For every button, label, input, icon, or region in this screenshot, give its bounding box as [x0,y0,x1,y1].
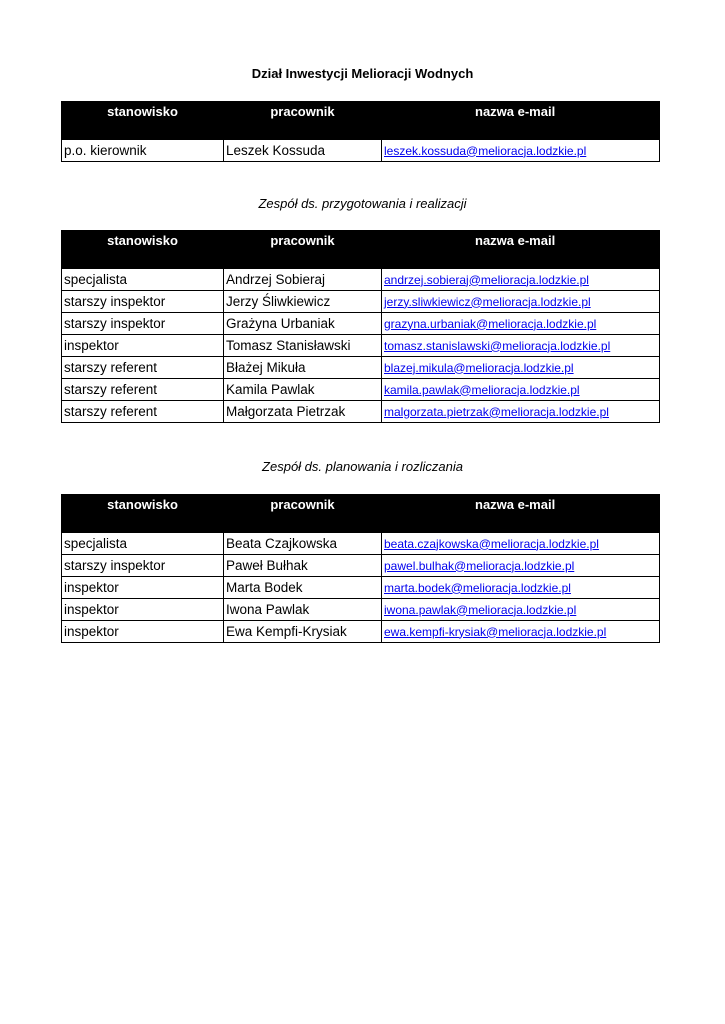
column-header-email: nazwa e-mail [382,495,660,533]
section-title-preparation: Zespół ds. przygotowania i realizacji [258,196,467,211]
position-cell: starszy referent [62,357,224,379]
column-header-employee: pracownik [224,495,382,533]
column-header-position: stanowisko [62,231,224,269]
position-cell: inspektor [62,335,224,357]
position-cell: starszy referent [62,401,224,423]
email-cell [382,533,660,555]
email-cell [382,335,660,357]
employee-cell: Ewa Kempfi-Krysiak [224,621,382,643]
email-link[interactable]: malgorzata.pietrzak@melioracja.lodzkie.pl [384,404,609,419]
email-link[interactable]: blazej.mikula@melioracja.lodzkie.pl [384,360,574,375]
employee-cell: Kamila Pawlak [224,379,382,401]
email-cell [382,291,660,313]
column-header-email: nazwa e-mail [382,102,660,140]
table-header-row [62,231,660,269]
position-cell: specjalista [62,533,224,555]
email-link[interactable]: ewa.kempfi-krysiak@melioracja.lodzkie.pl [384,624,607,639]
table-row [62,291,660,313]
position-cell: inspektor [62,577,224,599]
email-cell [382,621,660,643]
employee-cell: Tomasz Stanisławski [224,335,382,357]
table-row [62,555,660,577]
table-row [62,599,660,621]
management-table [61,101,660,162]
employee-cell: Leszek Kossuda [224,140,382,162]
table-header-row [62,495,660,533]
position-cell: inspektor [62,621,224,643]
email-cell [382,599,660,621]
position-cell: starszy inspektor [62,313,224,335]
email-cell [382,313,660,335]
table-row [62,621,660,643]
position-cell: p.o. kierownik [62,140,224,162]
table-row [62,269,660,291]
email-link[interactable]: marta.bodek@melioracja.lodzkie.pl [384,580,571,595]
employee-cell: Małgorzata Pietrzak [224,401,382,423]
table-row [62,335,660,357]
email-cell [382,555,660,577]
employee-cell: Marta Bodek [224,577,382,599]
planning-team-table [61,494,660,643]
email-cell [382,401,660,423]
position-cell: starszy inspektor [62,555,224,577]
email-link[interactable]: iwona.pawlak@melioracja.lodzkie.pl [384,602,577,617]
table-row [62,379,660,401]
email-cell [382,379,660,401]
email-link[interactable]: kamila.pawlak@melioracja.lodzkie.pl [384,382,580,397]
table-row [62,533,660,555]
column-header-employee: pracownik [224,102,382,140]
column-header-position: stanowisko [62,495,224,533]
email-link[interactable]: beata.czajkowska@melioracja.lodzkie.pl [384,536,599,551]
column-header-employee: pracownik [224,231,382,269]
email-cell [382,269,660,291]
employee-cell: Grażyna Urbaniak [224,313,382,335]
column-header-email: nazwa e-mail [382,231,660,269]
employee-cell: Beata Czajkowska [224,533,382,555]
position-cell: specjalista [62,269,224,291]
page-title: Dział Inwestycji Melioracji Wodnych [251,66,474,81]
employee-cell: Andrzej Sobieraj [224,269,382,291]
table-row [62,140,660,162]
email-link[interactable]: leszek.kossuda@melioracja.lodzkie.pl [384,143,587,158]
email-cell [382,357,660,379]
email-link[interactable]: andrzej.sobieraj@melioracja.lodzkie.pl [384,272,589,287]
email-link[interactable]: tomasz.stanislawski@melioracja.lodzkie.pl [384,338,611,353]
email-link[interactable]: pawel.bulhak@melioracja.lodzkie.pl [384,558,575,573]
employee-cell: Jerzy Śliwkiewicz [224,291,382,313]
position-cell: starszy inspektor [62,291,224,313]
email-link[interactable]: jerzy.sliwkiewicz@melioracja.lodzkie.pl [384,294,591,309]
table-row [62,577,660,599]
email-cell [382,577,660,599]
table-row [62,313,660,335]
table-row [62,401,660,423]
employee-cell: Paweł Bułhak [224,555,382,577]
section-title-planning: Zespół ds. planowania i rozliczania [262,459,463,474]
column-header-position: stanowisko [62,102,224,140]
table-header-row [62,102,660,140]
email-cell [382,140,660,162]
position-cell: inspektor [62,599,224,621]
preparation-team-table [61,230,660,423]
position-cell: starszy referent [62,379,224,401]
employee-cell: Iwona Pawlak [224,599,382,621]
email-link[interactable]: grazyna.urbaniak@melioracja.lodzkie.pl [384,316,597,331]
employee-cell: Błażej Mikuła [224,357,382,379]
table-row [62,357,660,379]
